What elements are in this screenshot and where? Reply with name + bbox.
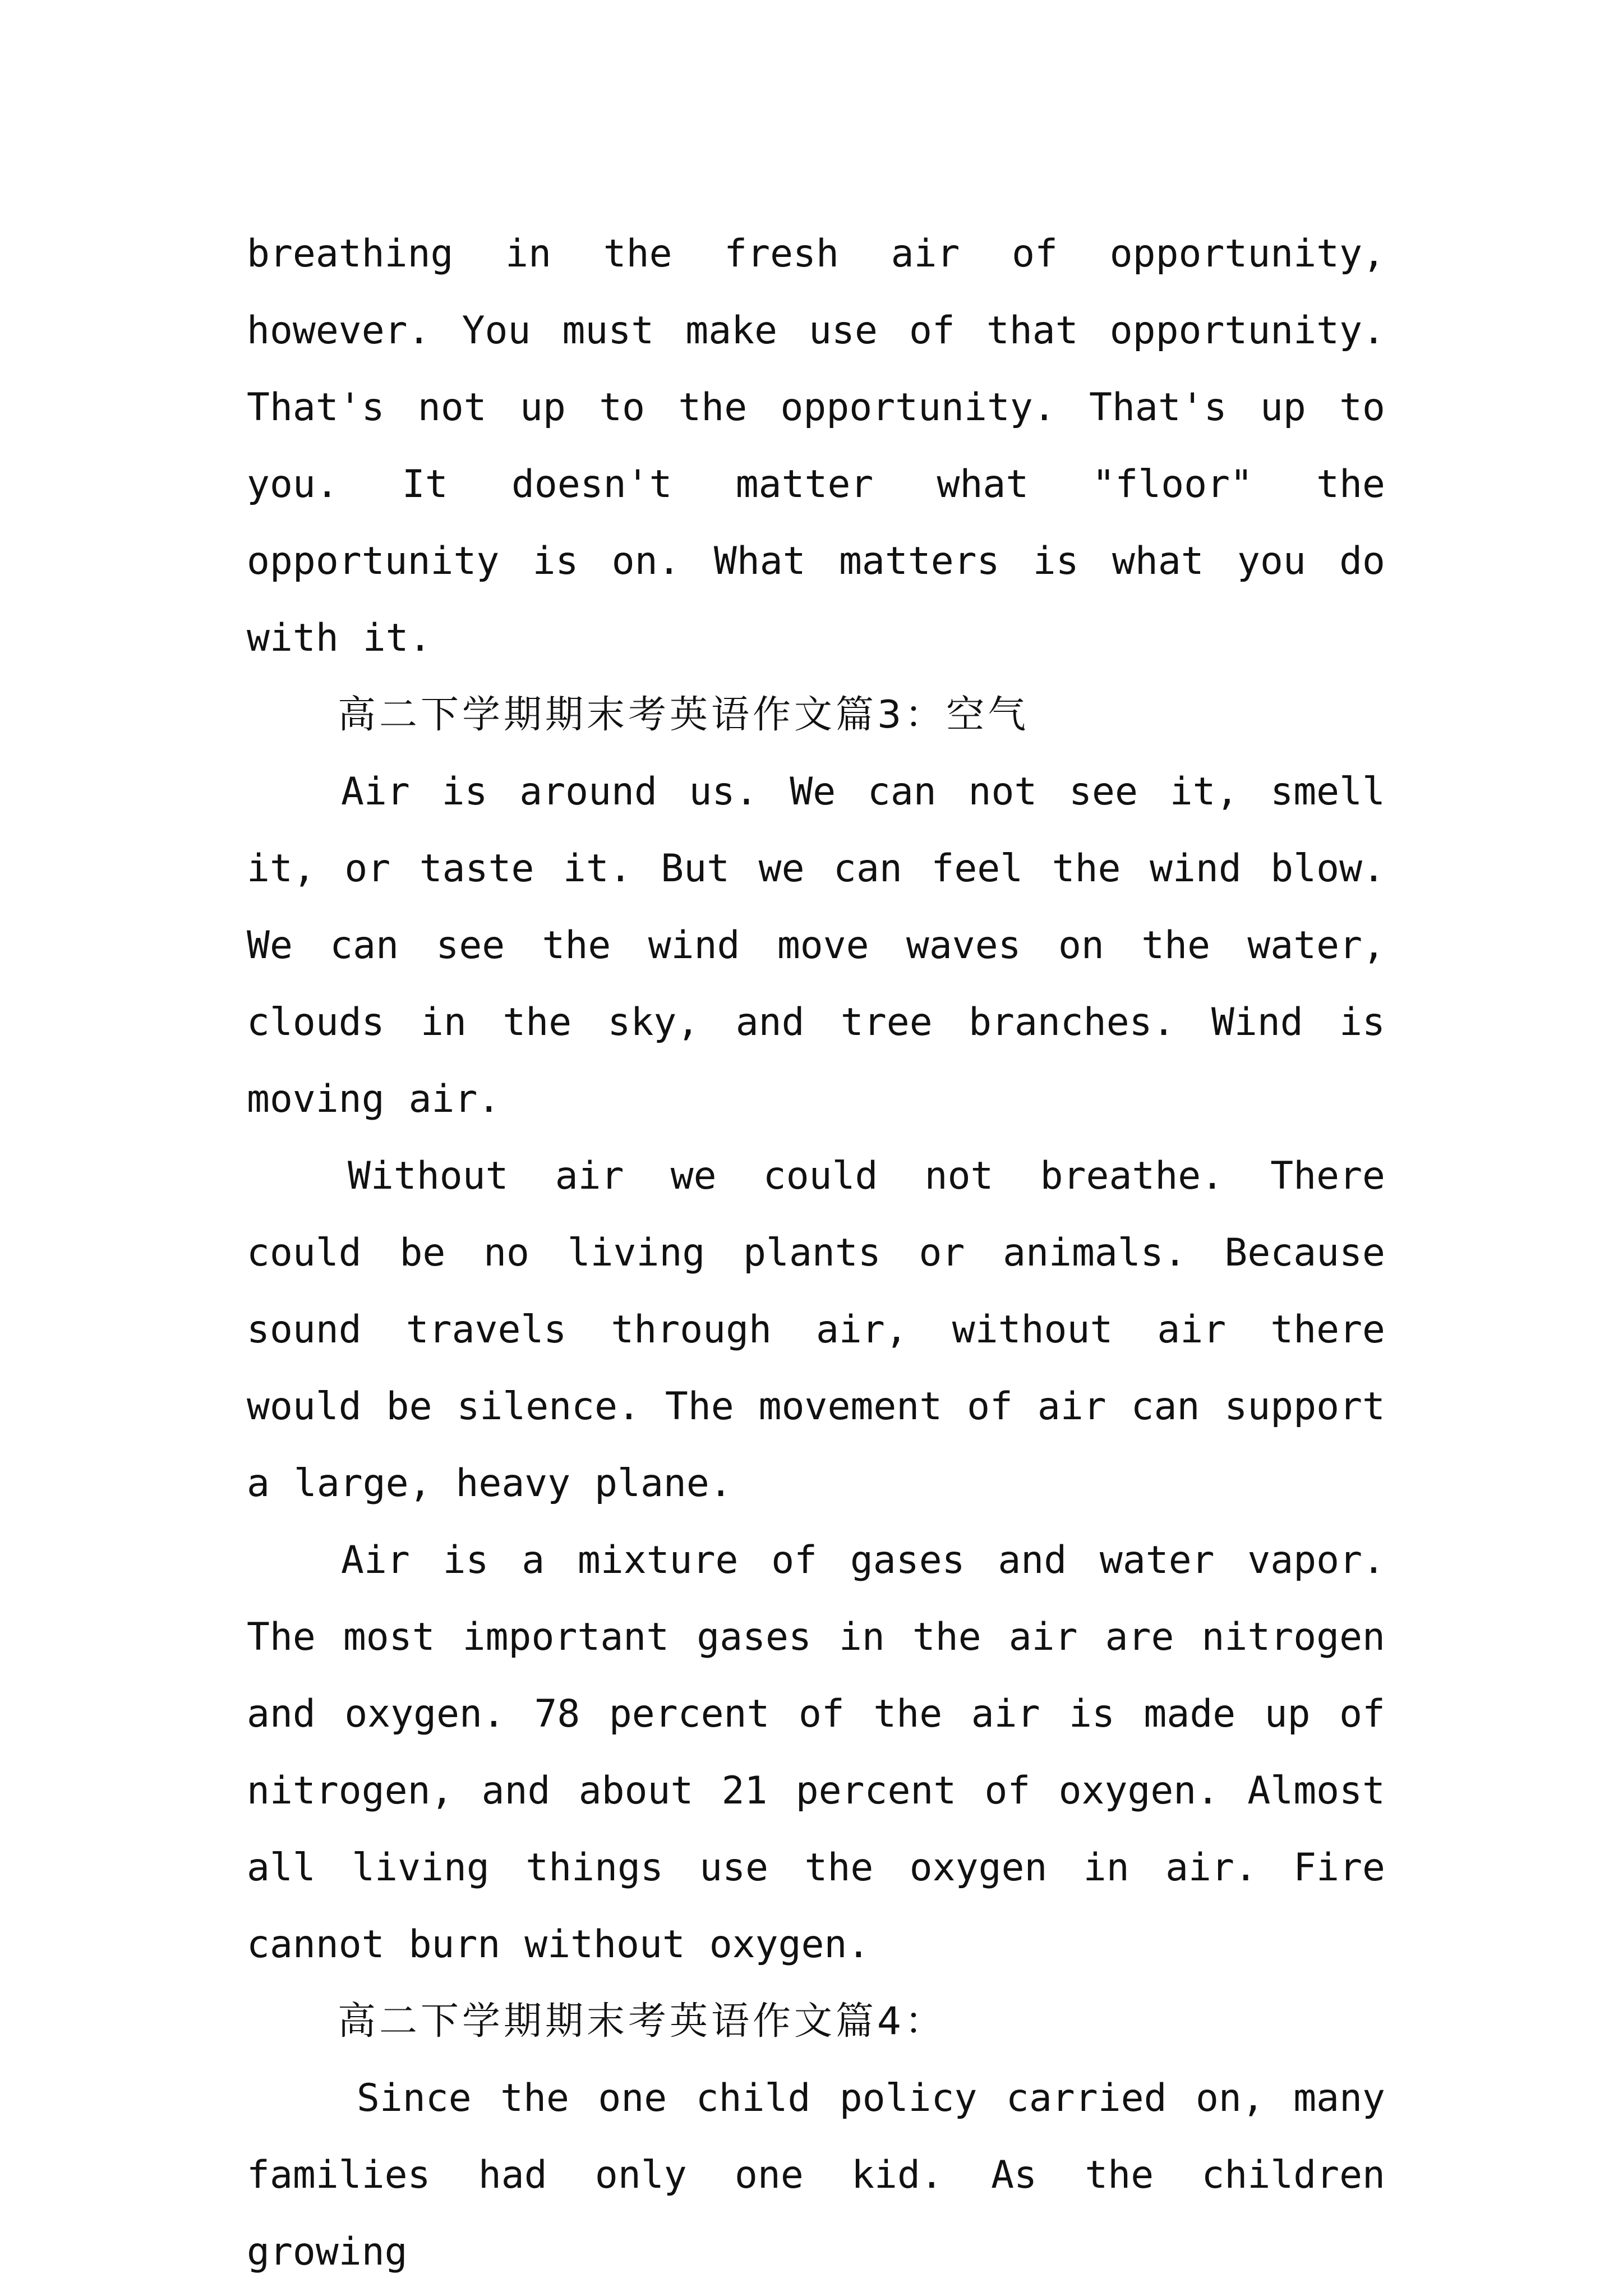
paragraph-opportunity-ending: breathing in the fresh air of opportunity, however. You must make use of that opportunity. That's not up to the opportunity. That's up to you. It doesn't matter what "floor" the opportunity is on. What matters is what you do with it. bbox=[247, 232, 1385, 660]
paragraph-one-child-policy: Since the one child policy carried on, many families had only one kid. As the children growing bbox=[247, 2076, 1385, 2274]
section-heading-essay-3: 高二下学期期末考英语作文篇3：空气 bbox=[338, 693, 1030, 737]
section-heading-essay-4: 高二下学期期末考英语作文篇4： bbox=[338, 1999, 947, 2044]
paragraph-air-mixture: Air is a mixture of gases and water vapor. The most important gases in the air are nitrogen and oxygen. 78 percent of the air is made up of nitrogen, and about 21 percent of oxygen. Almost all living things use the oxygen in air. Fire cannot burn without oxygen. bbox=[247, 1538, 1385, 1967]
paragraph-without-air: Without air we could not breathe. There could be no living plants or animals. Because sound travels through air, without air there would be silence. The movement of air can support a large, heavy plane. bbox=[247, 1154, 1385, 1506]
paragraph-air-around-us: Air is around us. We can not see it, smell it, or taste it. But we can feel the wind blow. We can see the wind move waves on the water, clouds in the sky, and tree branches. Wind is moving air. bbox=[247, 770, 1385, 1121]
document-body bbox=[247, 215, 1385, 2290]
